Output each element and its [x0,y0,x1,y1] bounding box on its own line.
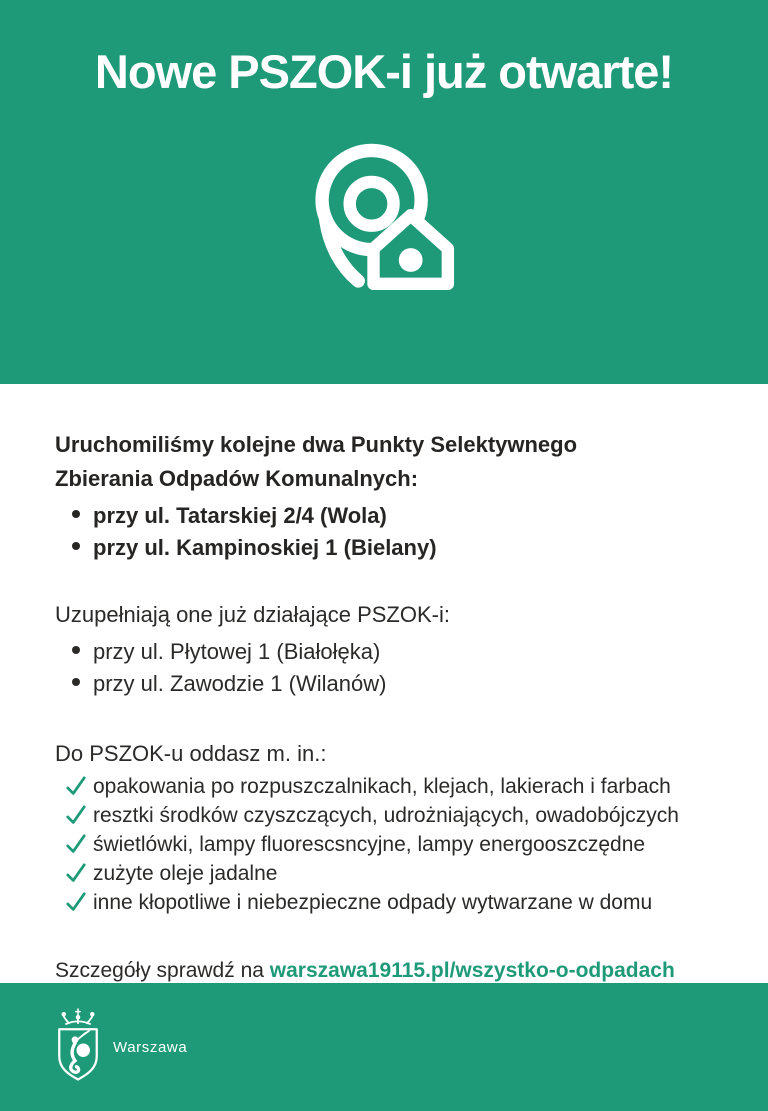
details-prefix: Szczegóły sprawdź na [55,959,270,982]
content-area [0,384,768,983]
list-item [55,636,713,668]
list-item [55,532,713,564]
list-item-label: świetlówki, lampy fluorescsncyjne, lampy energooszczędne [93,833,646,856]
section-new-points [55,428,713,564]
warsaw-logo [57,1008,187,1087]
header-banner [0,0,768,384]
checkmark-icon [65,776,87,798]
section-existing-points [55,598,713,700]
checkmark-icon [65,834,87,856]
details-line [55,959,713,983]
page-title: Nowe PSZOK-i już otwarte! [94,45,674,98]
new-points-list [55,500,713,564]
list-item-label: resztki środków czyszczących, udrożniających, owadobójczych [93,804,679,827]
checkmark-icon [65,805,87,827]
accepted-waste-list [55,772,713,917]
list-item [55,772,713,801]
city-name: Warszawa [113,1038,188,1056]
section-accepted-waste [55,738,713,917]
section-accepts-heading: Do PSZOK-u oddasz m. in.: [55,741,327,766]
checkmark-icon [65,892,87,914]
section-new-heading [55,428,713,496]
list-item-label: zużyte oleje jadalne [93,862,278,885]
bullet-dot-icon [72,510,80,518]
list-item [55,888,713,917]
list-item-label: przy ul. Płytowej 1 (Białołęka) [93,639,381,664]
heading-line-1: Uruchomiliśmy kolejne dwa Punkty Selektywnego [55,432,578,457]
checkmark-icon [65,863,87,885]
details-url-link[interactable]: warszawa19115.pl/wszystko-o-odpadach [269,959,675,982]
footer-banner [0,983,768,1111]
list-item-label: przy ul. Kampinoskiej 1 (Bielany) [93,535,437,560]
warsaw-crest-mermaid-icon [57,1008,99,1087]
bullet-dot-icon [72,678,80,686]
list-item [55,668,713,700]
list-item-label: inne kłopotliwe i niebezpieczne odpady wytwarzane w domu [93,891,653,914]
section-existing-heading: Uzupełniają one już działające PSZOK-i: [55,602,450,627]
bullet-dot-icon [72,646,80,654]
list-item-label: przy ul. Zawodzie 1 (Wilanów) [93,671,387,696]
bullet-dot-icon [72,542,80,550]
location-pin-house-icon [303,139,465,306]
list-item [55,500,713,532]
list-item [55,859,713,888]
list-item [55,801,713,830]
list-item-label: przy ul. Tatarskiej 2/4 (Wola) [93,503,387,528]
existing-points-list [55,636,713,700]
heading-line-2: Zbierania Odpadów Komunalnych: [55,466,419,491]
list-item-label: opakowania po rozpuszczalnikach, klejach, lakierach i farbach [93,775,671,798]
list-item [55,830,713,859]
